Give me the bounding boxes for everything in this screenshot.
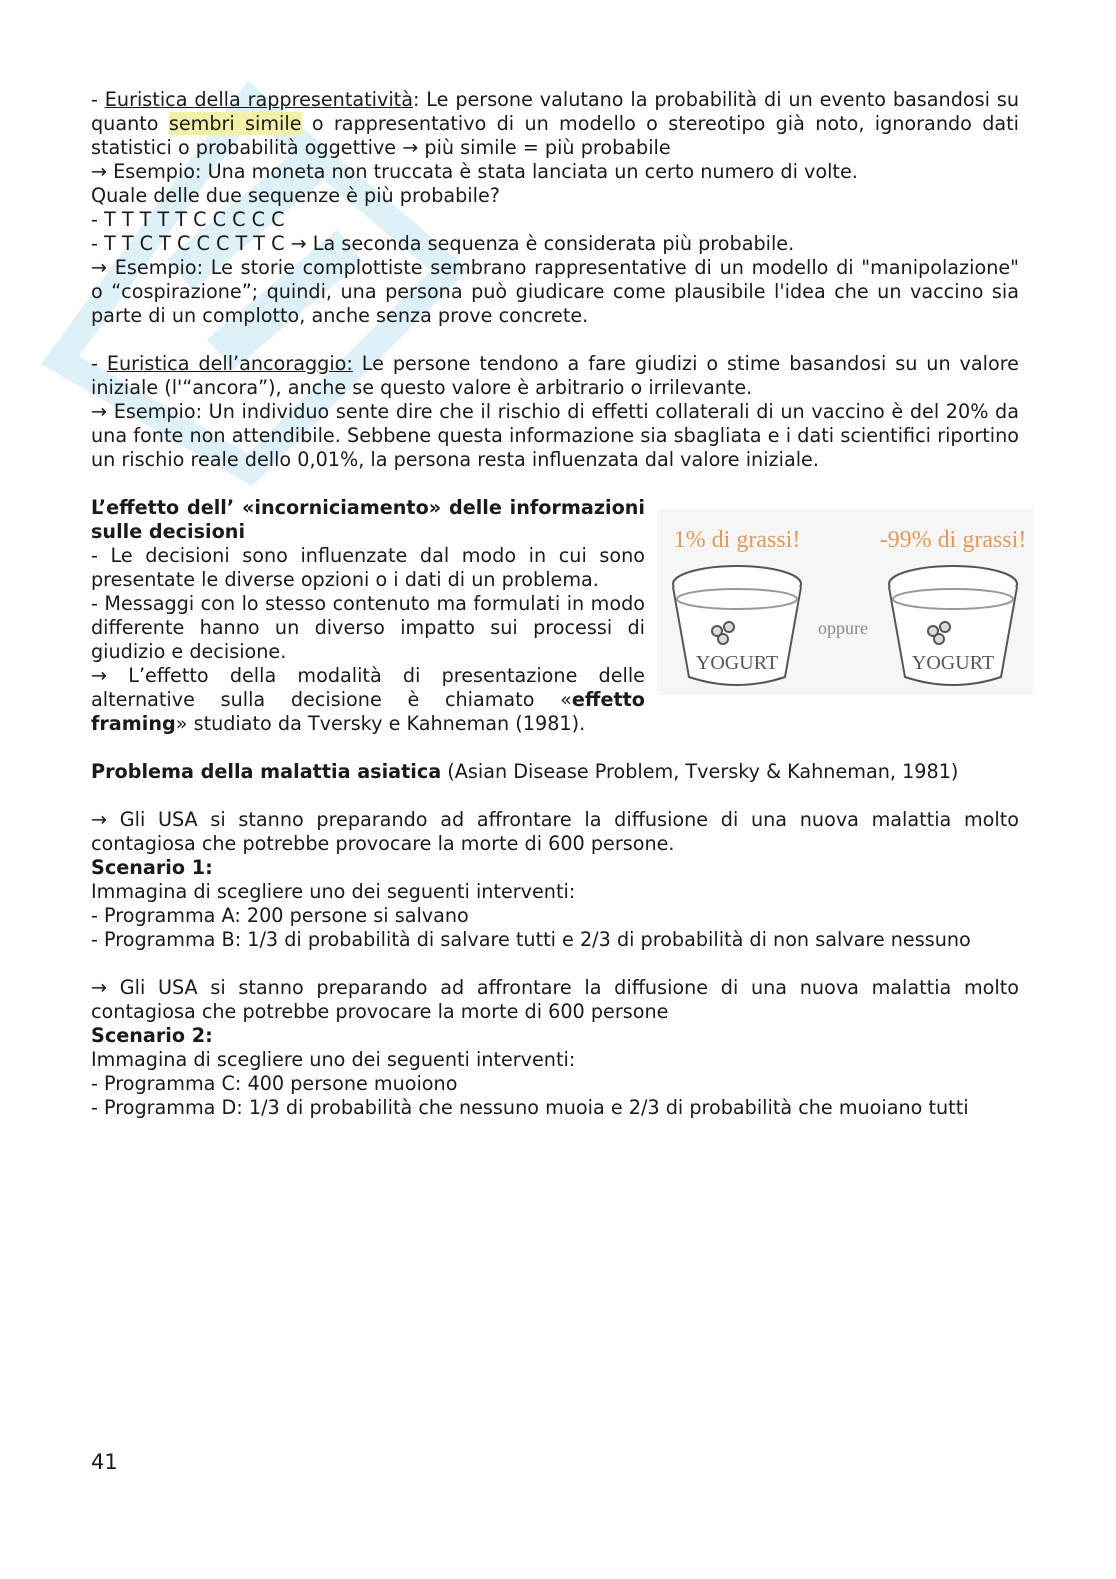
- program-d: - Programma D: 1/3 di probabilità che nessuno muoia e 2/3 di probabilità che muoiano tutti: [91, 1096, 969, 1119]
- asian-title-line: [91, 760, 1019, 784]
- question: Quale delle due sequenze è più probabile?: [91, 184, 500, 207]
- program-b: - Programma B: 1/3 di probabilità di salvare tutti e 2/3 di probabilità di non salvare nessuno: [91, 928, 971, 951]
- example-conspiracy: → Esempio: Le storie complottiste sembrano rappresentative di un modello di "manipolazione" o “cospirazione”; quindi, una persona può giudicare come plausibile l'idea che un vaccino sia parte di un complotto, anche senza prove concrete.: [91, 256, 1019, 327]
- example-anchoring: → Esempio: Un individuo sente dire che il rischio di effetti collaterali di un vaccino è del 20% da una fonte non attendibile. Sebbene questa informazione sia sbagliata e i dati scientifici riportino un rischio reale dello 0,01%, la persona resta influenzata dal valore iniziale.: [91, 400, 1019, 471]
- framing-title: L’effetto dell’ «incorniciamento» delle informazioni sulle decisioni: [91, 496, 645, 543]
- dash: -: [91, 88, 105, 111]
- dash: -: [91, 352, 107, 375]
- term-anchoring: Euristica dell’ancoraggio:: [106, 352, 353, 375]
- anchoring-paragraph: [91, 352, 1019, 400]
- scenario-1-instruction: Immagina di scegliere uno dei seguenti interventi:: [91, 880, 576, 903]
- framing-section: [91, 496, 1027, 736]
- oppure-label: oppure: [818, 618, 868, 638]
- sequence-2-note: → La seconda sequenza è considerata più probabile.: [284, 232, 795, 255]
- framing-point-3: [91, 664, 645, 736]
- framing-point-1: - Le decisioni sono influenzate dal modo in cui sono presentate le diverse opzioni o i dati di un problema.: [91, 544, 645, 591]
- cup-label-right: YOGURT: [911, 652, 995, 674]
- caption-left: 1% di grassi!: [673, 527, 801, 553]
- caption-right: -99% di grassi!: [879, 527, 1027, 553]
- term-effetto-framing: effetto framing: [91, 688, 645, 735]
- asian-intro-2: → Gli USA si stanno preparando ad affrontare la diffusione di una nuova malattia molto contagiosa che potrebbe provocare la morte di 600 persone: [91, 976, 1019, 1023]
- framing-point-2: - Messaggi con lo stesso contenuto ma formulati in modo differente hanno un diverso impatto sui processi di giudizio e decisione.: [91, 592, 645, 663]
- highlight: sembri simile: [168, 112, 302, 135]
- text: o rappresentativo di un modello o stereotipo già noto, ignorando dati statistici o probabilità oggettive → più simile = più probabile: [91, 112, 1019, 159]
- text: → L’effetto della modalità di presentazione delle alternative sulla decisione è chiamato «: [91, 664, 645, 711]
- sequence-2: [91, 232, 1019, 256]
- scenario-2-title: Scenario 2:: [91, 1024, 213, 1047]
- yogurt-framing-figure: [657, 509, 1033, 695]
- sequence-1: - T T T T T C C C C C: [91, 208, 285, 231]
- program-a: - Programma A: 200 persone si salvano: [91, 904, 469, 927]
- cup-label-left: YOGURT: [695, 652, 779, 674]
- asian-title-ref: (Asian Disease Problem, Tversky & Kahneman, 1981): [441, 760, 959, 783]
- sequence-2-text: - T T C T C C C T T C: [91, 232, 285, 255]
- representativeness-paragraph: [91, 88, 1019, 160]
- program-c: - Programma C: 400 persone muoiono: [91, 1072, 458, 1095]
- example-coin: → Esempio: Una moneta non truccata è stata lanciata un certo numero di volte.: [91, 160, 858, 183]
- page-number: 41: [91, 1450, 118, 1474]
- page-content: [91, 88, 1027, 1120]
- term-representativeness: Euristica della rappresentatività: [104, 88, 413, 111]
- scenario-2-instruction: Immagina di scegliere uno dei seguenti interventi:: [91, 1048, 576, 1071]
- text: » studiato da Tversky e Kahneman (1981).: [175, 712, 586, 735]
- asian-title: Problema della malattia asiatica: [91, 760, 442, 783]
- asian-intro-1: → Gli USA si stanno preparando ad affrontare la diffusione di una nuova malattia molto contagiosa che potrebbe provocare la morte di 600 persone.: [91, 808, 1019, 855]
- framing-text: [91, 496, 645, 736]
- text: Le persone tendono a fare giudizi o stime basandosi su un valore iniziale (l'“ancora”), anche se questo valore è arbitrario o irrilevante.: [91, 352, 1019, 399]
- scenario-1-title: Scenario 1:: [91, 856, 213, 879]
- text: : Le persone valutano la probabilità di un evento basandosi su quanto: [91, 88, 1019, 135]
